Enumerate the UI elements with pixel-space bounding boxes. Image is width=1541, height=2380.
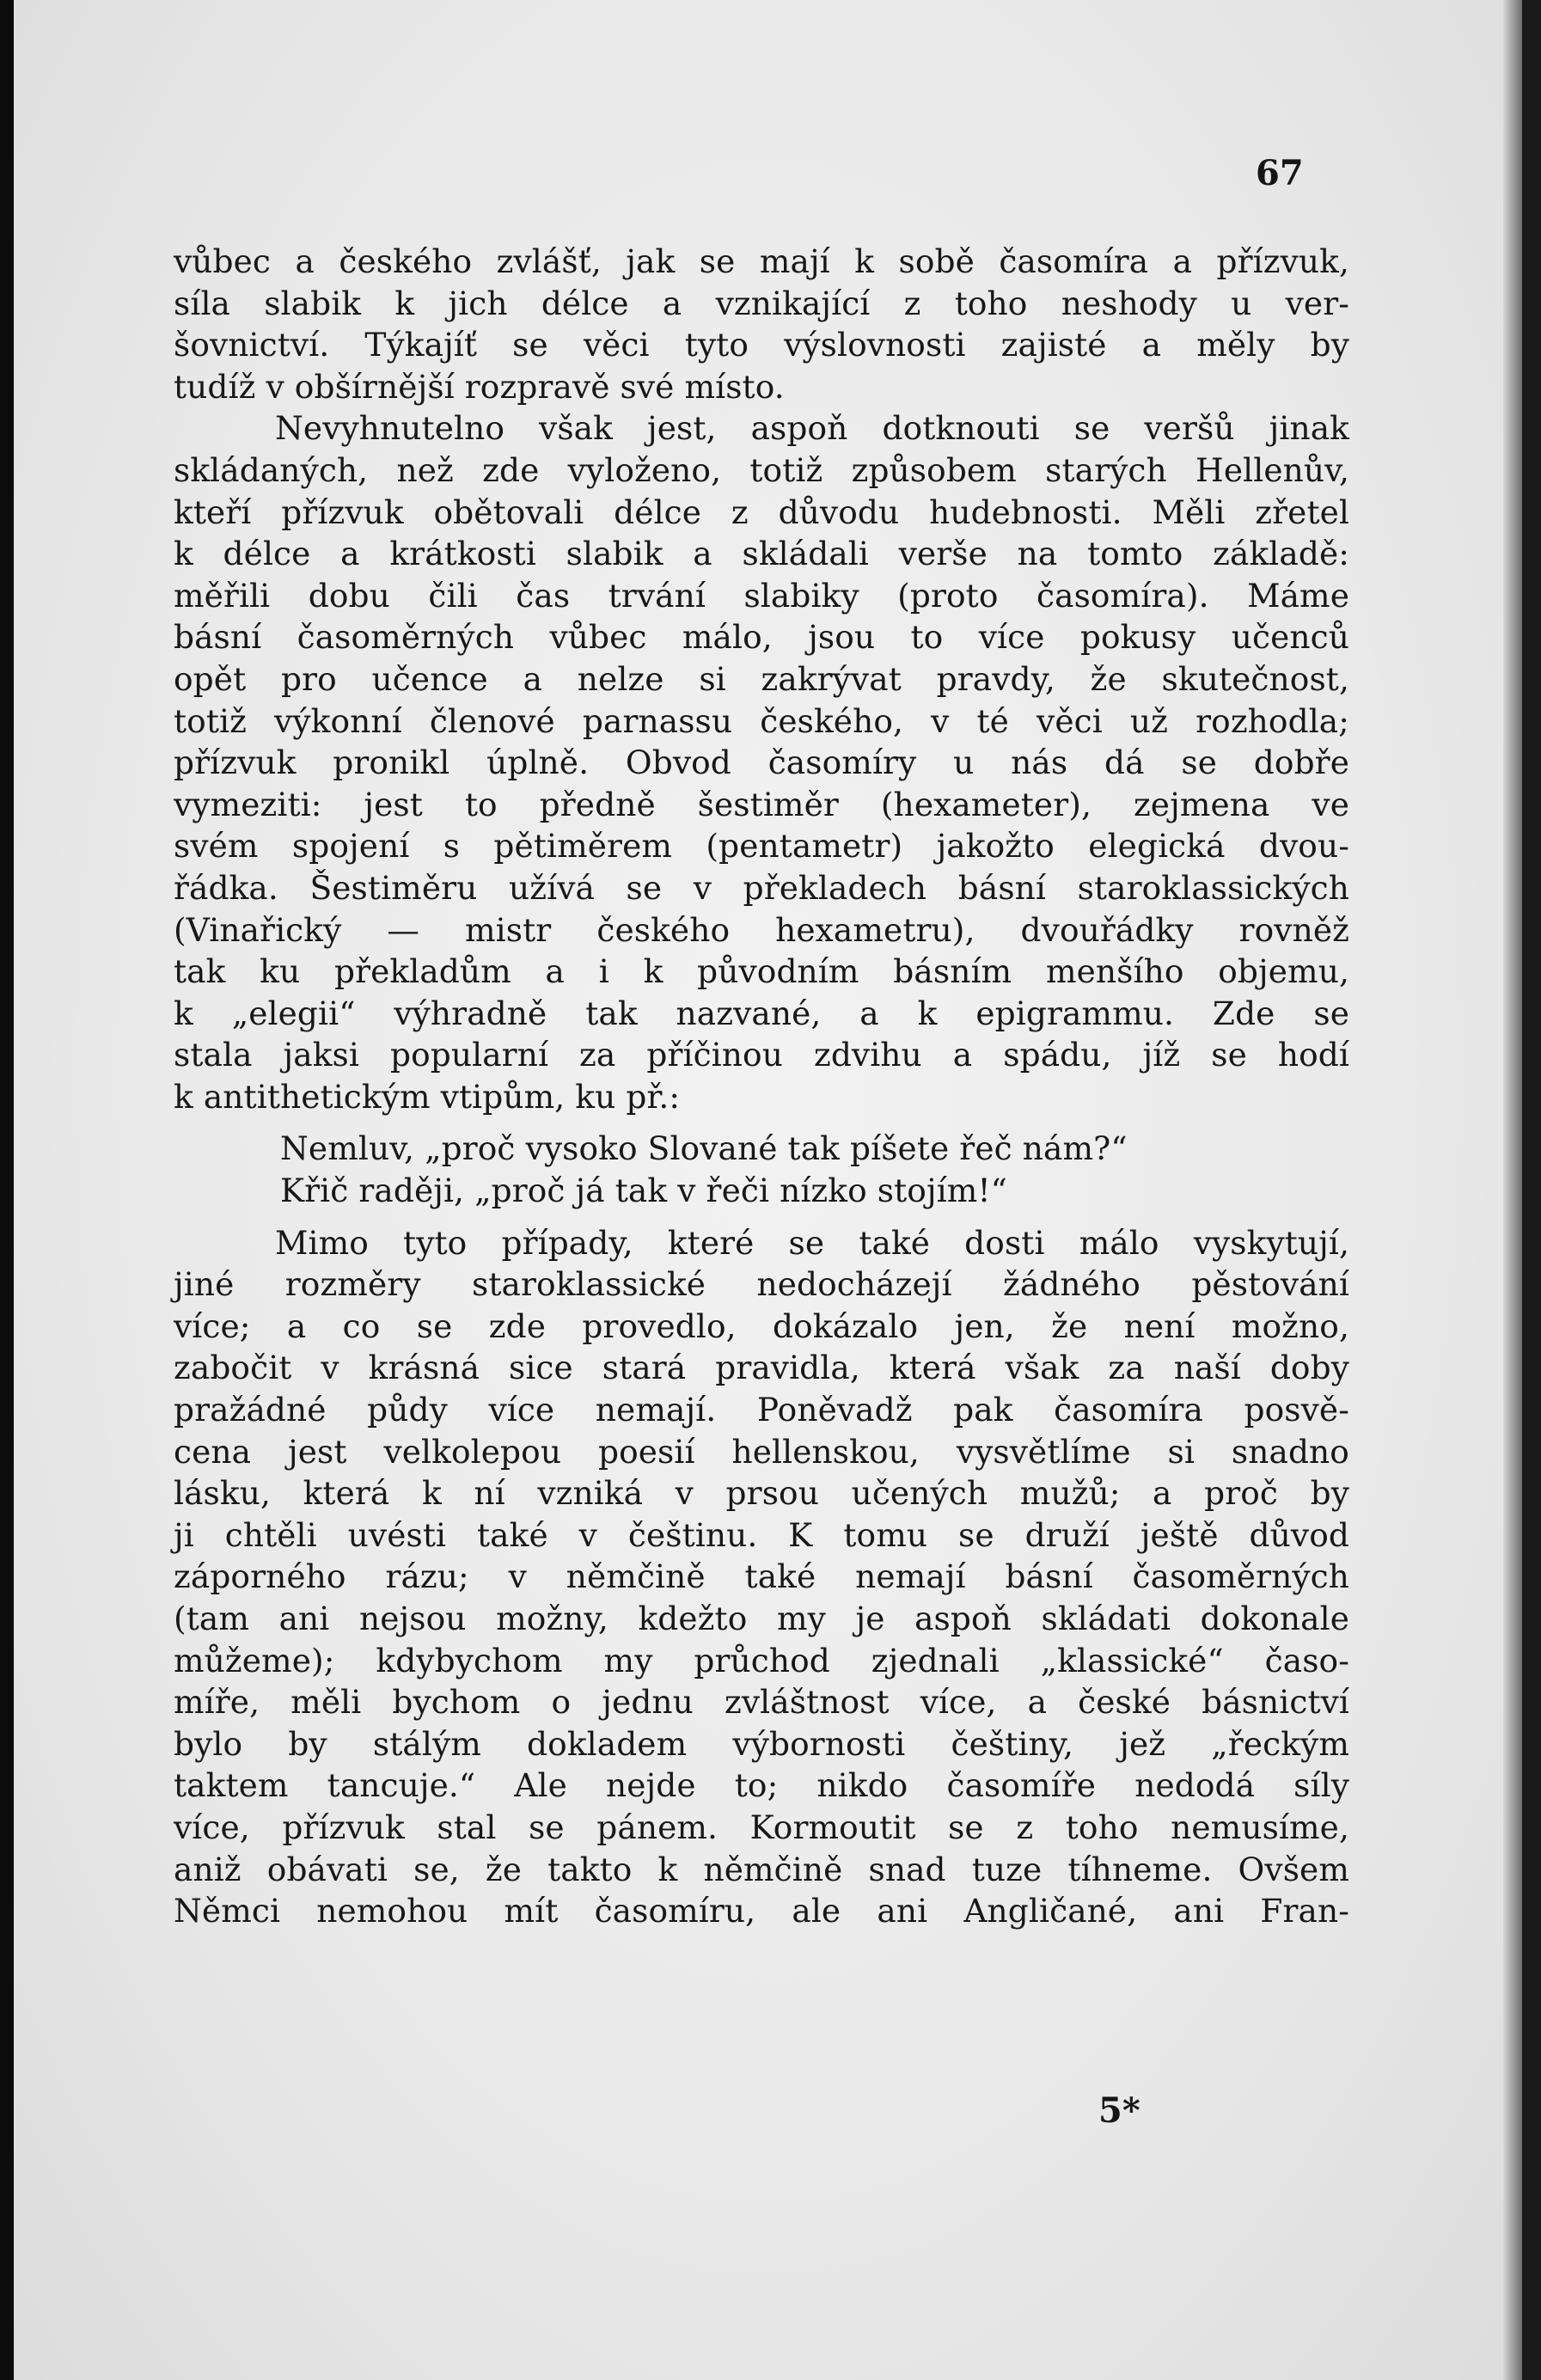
text-line: (Vinařický — mistr českého hexametru), dvouřádky rovněž xyxy=(174,910,1349,949)
text-line: aniž obávati se, že takto k němčině snad tuze tíhneme. Ovšem xyxy=(174,1850,1349,1888)
verse-quote xyxy=(280,1128,1349,1211)
text-line: stala jaksi popularní za příčinou zdvihu a spádu, jíž se hodí xyxy=(174,1036,1349,1074)
text-line: k antithetickým vtipům, ku př.: xyxy=(174,1077,681,1116)
page-right-edge xyxy=(1503,0,1522,2380)
text-line: tak ku překladům a i k původním básním menšího objemu, xyxy=(174,952,1349,991)
text-line: pražádné půdy více nemají. Poněvadž pak časomíra posvě- xyxy=(174,1391,1349,1429)
text-line: (tam ani nejsou možny, kdežto my je aspoň skládati dokonale xyxy=(174,1600,1349,1637)
text-line: měřili dobu čili čas trvání slabiky (proto časomíra). Máme xyxy=(174,576,1349,615)
text-line: skládaných, než zde vyloženo, totiž způsobem starých Hellenův, xyxy=(174,450,1349,489)
text-line: síla slabik k jich délce a vznikající z toho neshody u ver- xyxy=(174,284,1349,322)
text-line: totiž výkonní členové parnassu českého, v té věci už rozhodla; xyxy=(174,701,1349,740)
text-line: více; a co se zde provedlo, dokázalo jen, že není možno, xyxy=(174,1306,1349,1345)
text-line: zabočit v krásná sice stará pravidla, která však za naší doby xyxy=(174,1349,1349,1387)
text-line: záporného rázu; v němčině také nemají básní časoměrných xyxy=(174,1557,1349,1596)
text-line: jiné rozměry staroklassické nedocházejí žádného pěstování xyxy=(174,1265,1349,1304)
text-line: tudíž v obšírnější rozpravě své místo. xyxy=(174,367,785,406)
text-line: taktem tancuje.“ Ale nejde to; nikdo časomíře nedodá síly xyxy=(174,1766,1349,1805)
paragraph-1 xyxy=(174,241,1349,407)
text-line: k délce a krátkosti slabik a skládali verše na tomto základě: xyxy=(174,535,1349,573)
text-line: lásku, která k ní vzniká v prsou učených mužů; a proč by xyxy=(174,1474,1349,1513)
text-line: cena jest velkolepou poesií hellenskou, vysvětlíme si snadno xyxy=(174,1432,1349,1471)
text-line: vymeziti: jest to předně šestiměr (hexameter), zejmena ve xyxy=(174,785,1349,823)
text-line: vůbec a českého zvlášť, jak se mají k sobě časomíra a přízvuk, xyxy=(174,242,1349,280)
text-line: bylo by stálým dokladem výbornosti češtiny, jež „řeckým xyxy=(174,1724,1349,1763)
printer-signature-mark: 5* xyxy=(1098,2090,1140,2131)
text-line: přízvuk pronikl úplně. Obvod časomíry u nás dá se dobře xyxy=(174,743,1349,782)
text-line: více, přízvuk stal se pánem. Kormoutit se z toho nemusíme, xyxy=(174,1808,1349,1846)
text-line: šovnictví. Týkajíť se věci tyto výslovnosti zajisté a měly by xyxy=(174,326,1349,364)
book-page xyxy=(14,0,1522,2380)
verse-line: Nemluv, „proč vysoko Slované tak píšete řeč nám?“ xyxy=(280,1129,1128,1168)
text-line: Mimo tyto případy, které se také dosti málo vyskytují, xyxy=(275,1223,1349,1262)
text-line: můžeme); kdybychom my průchod zjednali „klassické“ časo- xyxy=(174,1641,1349,1679)
text-line: opět pro učence a nelze si zakrývat pravdy, že skutečnost, xyxy=(174,659,1349,698)
body-text xyxy=(174,241,1349,1932)
text-line: Nevyhnutelno však jest, aspoň dotknouti se veršů jinak xyxy=(275,409,1349,448)
text-line: míře, měli bychom o jednu zvláštnost více, a české básnictví xyxy=(174,1683,1349,1722)
paragraph-2 xyxy=(174,407,1349,1117)
text-line: k „elegii“ výhradně tak nazvané, a k epigrammu. Zde se xyxy=(174,994,1349,1032)
text-line: básní časoměrných vůbec málo, jsou to více pokusy učenců xyxy=(174,618,1349,657)
page-number: 67 xyxy=(1256,153,1304,193)
text-line: řádka. Šestiměru užívá se v překladech básní staroklassických xyxy=(174,868,1349,907)
text-line: Němci nemohou mít časomíru, ale ani Angličané, ani Fran- xyxy=(174,1892,1349,1930)
paragraph-3 xyxy=(174,1222,1349,1932)
text-line: ji chtěli uvésti také v češtinu. K tomu se druží ještě důvod xyxy=(174,1515,1349,1554)
scan-left-edge xyxy=(0,0,14,2380)
text-line: svém spojení s pětiměrem (pentametr) jakožto elegická dvou- xyxy=(174,827,1349,866)
verse-line: Křič raději, „proč já tak v řeči nízko stojím!“ xyxy=(280,1172,1007,1210)
text-line: kteří přízvuk obětovali délce z důvodu hudebnosti. Měli zřetel xyxy=(174,493,1349,531)
